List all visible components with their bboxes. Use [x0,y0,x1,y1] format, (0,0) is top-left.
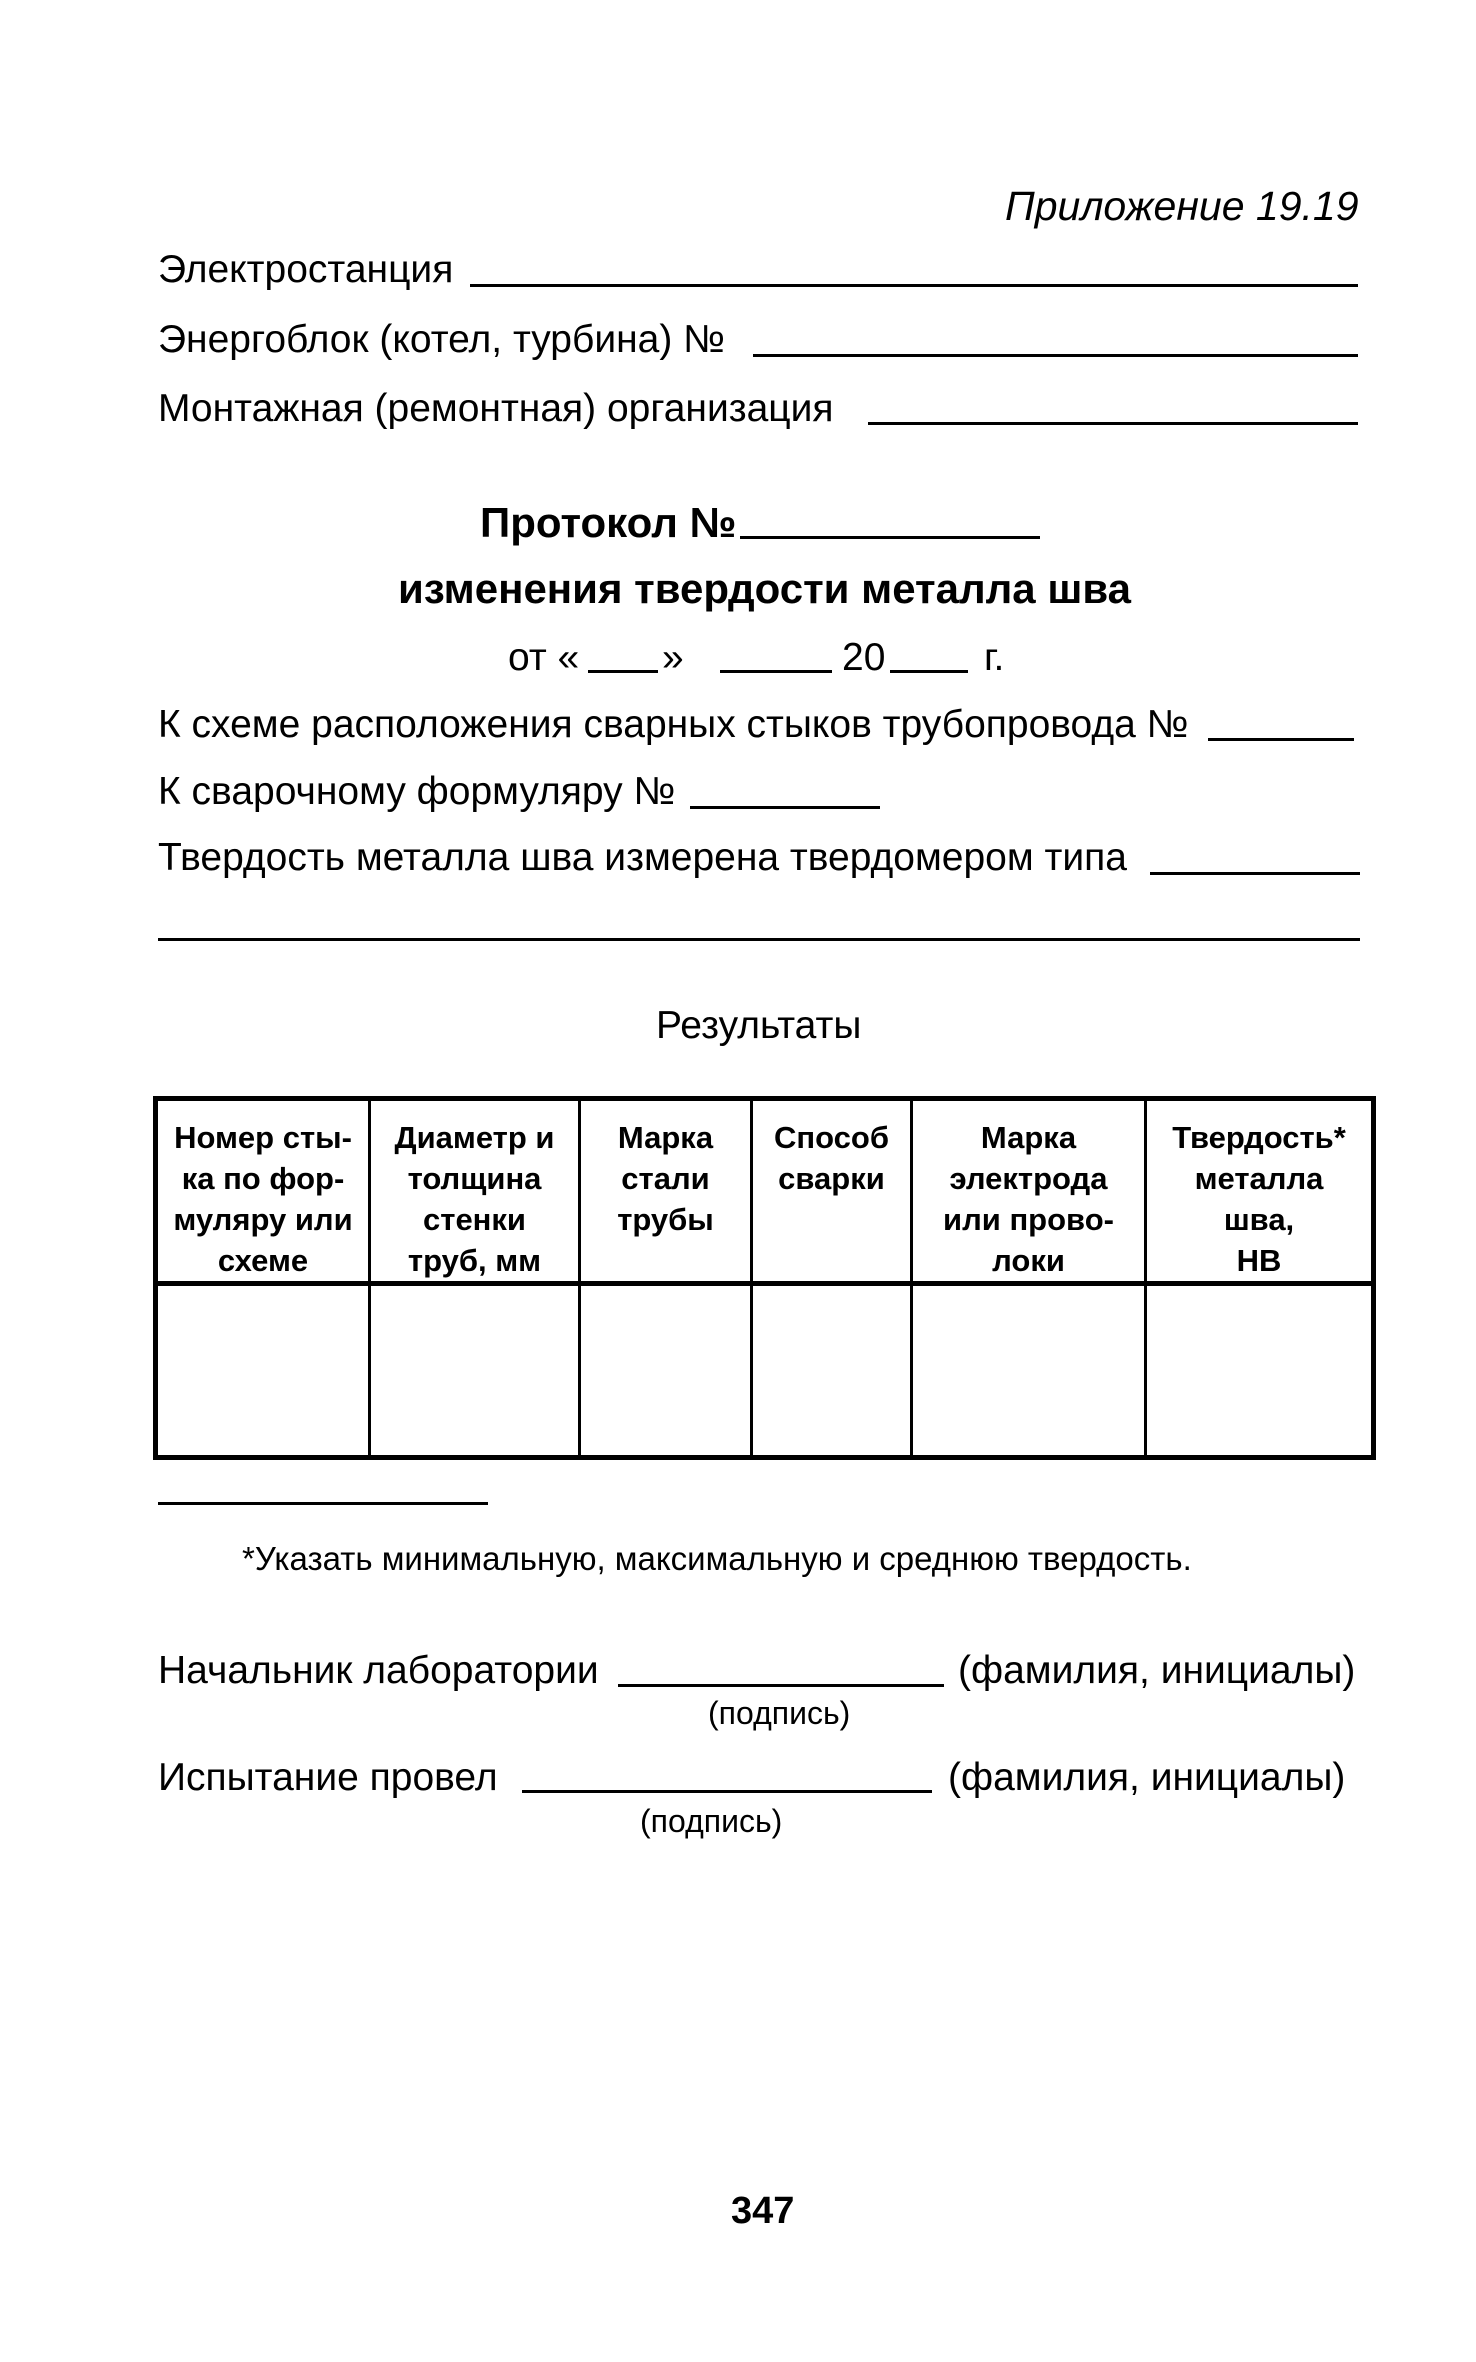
lab-head-name-hint: (фамилия, инициалы) [958,1649,1356,1692]
organization-field[interactable] [868,422,1358,425]
header-joint-number: Номер сты- ка по фор- муляру или схеме [156,1099,370,1284]
hardness-meter-label: Твердость металла шва измерена твердомером типа [158,836,1127,879]
tester-signature-field[interactable] [522,1790,932,1793]
header-welding-method: Способ сварки [752,1099,912,1284]
hardness-meter-field[interactable] [1150,872,1360,875]
protocol-title: Протокол № [480,499,737,546]
table-row [156,1284,1374,1458]
year-prefix: 20 [842,636,886,679]
scheme-label: К схеме расположения сварных стыков трубопровода № [158,703,1189,746]
date-from-label: от « [508,636,580,679]
tester-name-hint: (фамилия, инициалы) [948,1756,1346,1799]
results-heading: Результаты [656,1004,862,1047]
power-unit-label: Энергоблок (котел, турбина) № [158,318,726,361]
table-header-row [156,1099,1374,1284]
cell-hardness[interactable] [1146,1284,1374,1458]
year-suffix: г. [984,636,1005,679]
cell-joint-number[interactable] [156,1284,370,1458]
cell-diameter-thickness[interactable] [370,1284,580,1458]
header-steel-grade: Марка стали трубы [580,1099,752,1284]
header-diameter-thickness: Диаметр и толщина стенки труб, мм [370,1099,580,1284]
lab-head-sign-hint: (подпись) [708,1695,851,1731]
date-day-field[interactable] [588,670,658,673]
lab-head-signature-field[interactable] [618,1684,944,1687]
organization-label: Монтажная (ремонтная) организация [158,387,834,430]
cell-welding-method[interactable] [752,1284,912,1458]
header-hardness: Твердость* металла шва, НВ [1146,1099,1374,1284]
welding-form-field[interactable] [690,806,880,809]
protocol-number-field[interactable] [740,536,1040,539]
footnote-text: *Указать минимальную, максимальную и среднюю твердость. [242,1540,1192,1577]
footnote-separator [158,1502,488,1505]
date-month-field[interactable] [720,670,832,673]
lab-head-label: Начальник лаборатории [158,1649,599,1692]
page-number: 347 [731,2190,795,2232]
scheme-number-field[interactable] [1208,738,1354,741]
header-electrode-grade: Марка электрода или прово- локи [912,1099,1146,1284]
power-station-field[interactable] [470,284,1358,287]
protocol-subject: изменения твердости металла шва [398,565,1131,612]
power-station-label: Электростанция [158,248,454,291]
welding-form-label: К сварочному формуляру № [158,770,676,813]
results-table [153,1096,1376,1460]
cell-steel-grade[interactable] [580,1284,752,1458]
power-unit-field[interactable] [753,354,1358,357]
date-year-field[interactable] [890,670,968,673]
appendix-label: Приложение 19.19 [1005,183,1359,229]
tester-sign-hint: (подпись) [640,1803,783,1839]
tester-label: Испытание провел [158,1756,498,1799]
hardness-meter-field-continued[interactable] [158,938,1360,941]
date-close-quote: » [662,636,684,679]
cell-electrode-grade[interactable] [912,1284,1146,1458]
